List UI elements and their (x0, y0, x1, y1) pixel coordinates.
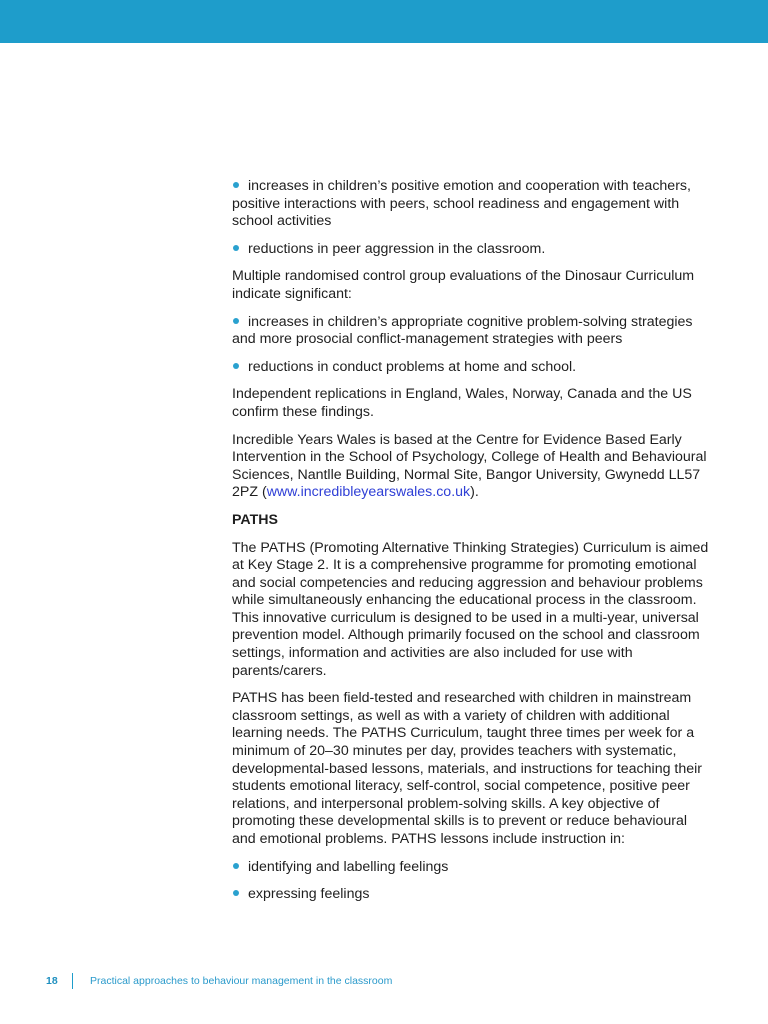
running-title: Practical approaches to behaviour management in the classroom (90, 975, 393, 987)
bullet-icon (233, 863, 239, 869)
page-footer (46, 972, 392, 990)
footer-divider (72, 973, 73, 989)
section-heading: PATHS (232, 511, 278, 528)
header-color-band (0, 0, 768, 43)
paragraph: Multiple randomised control group evaluations of the Dinosaur Curriculum indicate significant: (232, 268, 695, 302)
bullet-icon (233, 245, 239, 251)
website-link[interactable]: www.incredibleyearswales.co.uk (266, 484, 471, 501)
list-item: expressing feelings (232, 886, 710, 904)
paragraph: Independent replications in England, Wales, Norway, Canada and the US confirm these findings. (232, 386, 692, 420)
paragraph: PATHS has been field-tested and researched with children in mainstream classroom settings, as well as with a variety of children with additional learning needs. The PATHS Curriculum, taught three times per week for a minimum of 20–30 minutes per day, provides teachers with systematic, developmental-based lessons, materials, and instructions for teaching their students emotional literacy, self-control, social competence, positive peer relations, and interpersonal problem-solving skills. A key objective of promoting these developmental skills is to prevent or reduce behavioural and emotional problems. PATHS lessons include instruction in: (232, 690, 703, 847)
bullet-icon (233, 182, 239, 188)
paragraph: The PATHS (Promoting Alternative Thinking Strategies) Curriculum is aimed at Key Stage 2. It is a comprehensive programme for promoting emotional and social competencies and reducing aggression and behaviour problems while simultaneously enhancing the educational process in the classroom. This innovative curriculum is designed to be used in a multi-year, universal prevention model. Although primarily focused on the school and classroom settings, information and activities are also included for use with parents/carers. (232, 539, 709, 679)
paragraph: Incredible Years Wales is based at the Centre for Evidence Based Early Intervention in the School of Psychology, College of Health and Behavioural Sciences, Nantlle Building, Normal Site, Bangor University, Gwynedd LL57 2PZ (www.incredibleyearswales.co.uk). (232, 431, 707, 501)
list-item: identifying and labelling feelings (232, 859, 710, 877)
main-text-column (232, 178, 710, 914)
bullet-icon (233, 363, 239, 369)
bullet-icon (233, 890, 239, 896)
list-item: reductions in peer aggression in the classroom. (232, 241, 710, 259)
bullet-icon (233, 318, 239, 324)
list-item: increases in children’s positive emotion and cooperation with teachers, positive interactions with peers, school readiness and engagement with school activities (232, 178, 691, 230)
page-number: 18 (46, 975, 58, 987)
list-item: increases in children’s appropriate cognitive problem-solving strategies and more prosocial conflict-management strategies with peers (232, 313, 693, 348)
list-item: reductions in conduct problems at home and school. (232, 359, 710, 377)
